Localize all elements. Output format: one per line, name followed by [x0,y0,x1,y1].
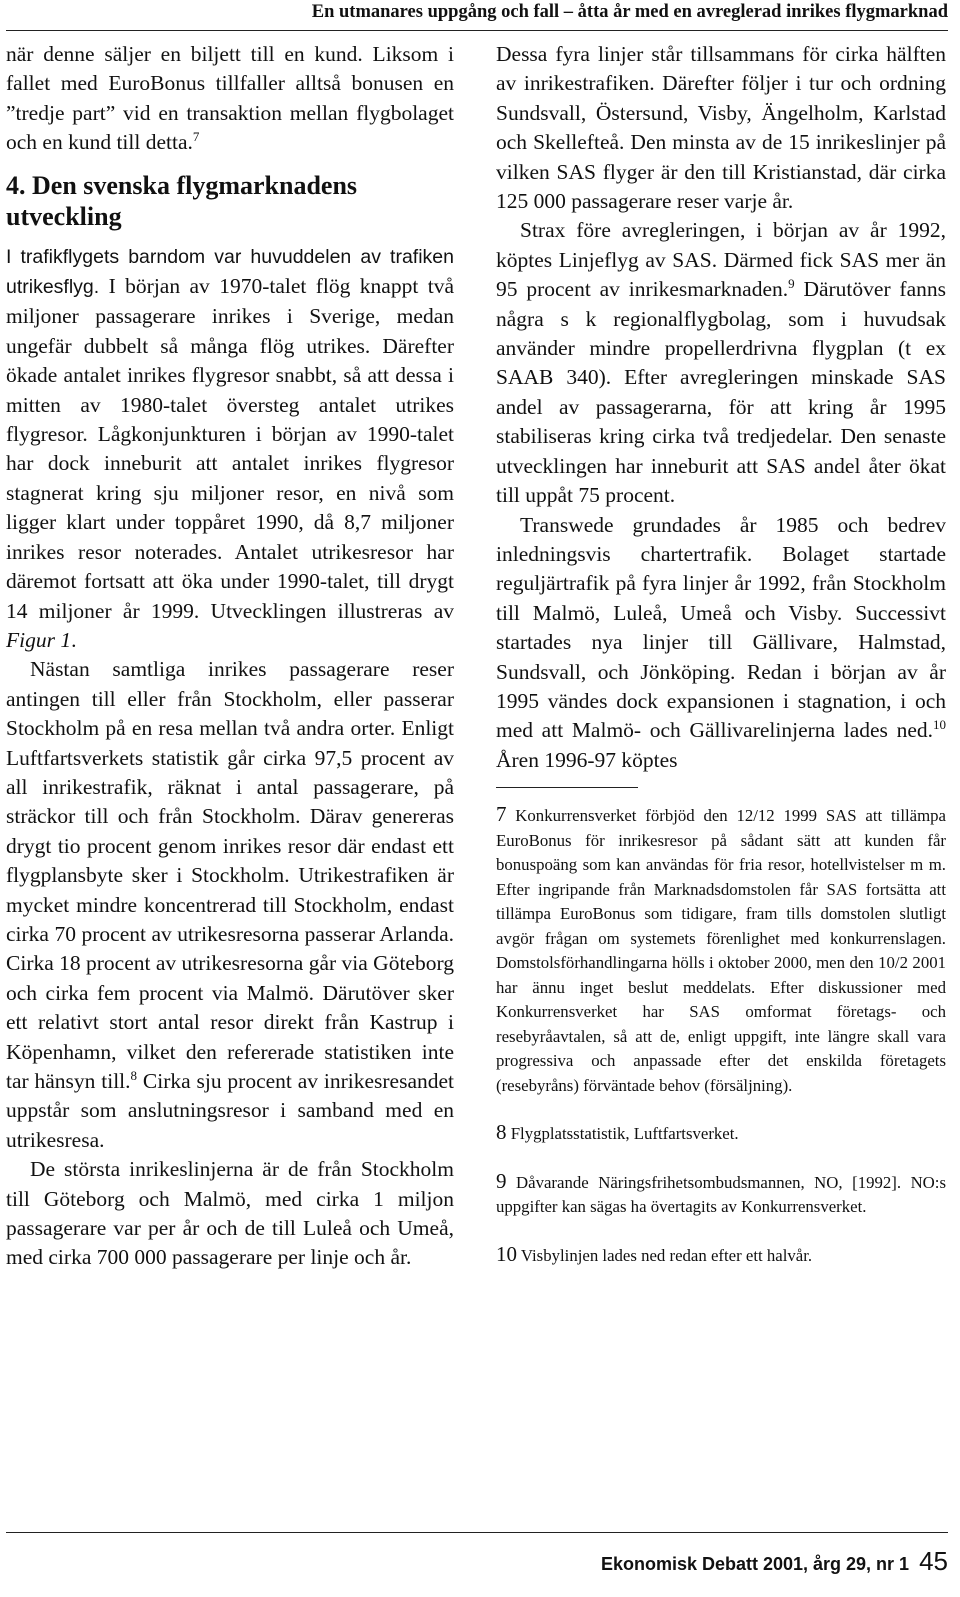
footnote-number: 9 [496,1168,507,1193]
section-heading: 4. Den svenska flygmarknadens utveckling [6,170,358,231]
text-run: när denne säljer en biljett till en kund. Liksom i fallet med EuroBonus tillfaller alltså bonusen en ”tredje part” vid en transaktion mellan flygbolaget och en kund till detta. [6,42,454,155]
journal-citation: Ekonomisk Debatt 2001, årg 29, nr 1 [600,1554,910,1574]
text-run: Cirka sju procent av inrikesresandet uppstår som anslutningsresor i samband med en utrikesresa. [6,1069,455,1152]
footnote [496,1169,946,1220]
text-run: Nästan samtliga inrikes passagerare reser antingen till eller från Stockholm, eller passerar Stockholm på en resa mellan två andra orter. Enligt Luftfartsverkets statistik går cirka 97,5 procent av all inrikestrafik, räknat i antal passagerare, på sträckor till och från Stockholm. Därav genereras drygt tio procent genom inrikes resor där endast ett flygplansbyte sker i Stockholm. Utrikestrafiken är mycket mindre koncentrerad till Stockholm, endast cirka 70 procent av utrikesresorna passerar Arlanda. Cirka 18 procent av utrikesresorna går via Göteborg och cirka fem procent via Malmö. Därutöver sker ett relativt stort antal resor direkt från Kastrup i Köpenhamn, vilket den refererade statistiken inte tar hänsyn till. [6,657,454,1093]
figure-ref: Figur 1 [6,627,72,652]
paragraph: De största inrikeslinjerna är de från Stockholm till Göteborg och Malmö, med cirka 1 miljon passagerare var per år och de till Luleå och Umeå, med cirka 700 000 passagerare per linje och år. [6,1157,454,1270]
text-run: I början av 1970-talet flög knappt två miljoner passagerare inrikes i Sverige, medan ungefär dubbelt så många flög utrikes. Därefter ökade antalet inrikes flygresor snabbt, så att dessa i mitten av 1980-talet översteg antalet utrikes flygresor. Lågkonjunkturen i början av 1990-talet har dock inneburit att antalet inrikes flygresor stagnerat kring sju miljoner resor, en nivå som ligger klart under toppåret 1990, då 8,7 miljoner inrikes resor noterades. Antalet utrikesresor har däremot fortsatt att öka under 1990-talet, till drygt 14 miljoner år 1999. Utvecklingen illustreras av [6,274,454,623]
footnote-ref: 7 [192,129,200,145]
footnote [496,1120,946,1147]
text-run: Åren 1996-97 köptes [496,747,678,772]
footer-rule [6,1532,948,1533]
footnote-number: 8 [496,1120,507,1145]
footnote-ref: 8 [130,1067,138,1083]
footnote-text: Flygplatsstatistik, Luftfartsverket. [510,1124,739,1144]
paragraph [6,655,454,1155]
paragraph [496,511,946,776]
paragraph [6,242,454,656]
page-footer [601,1546,948,1577]
paragraph: Dessa fyra linjer står tillsammans för cirka hälften av inrikestrafiken. Därefter följer i tur och ordning Sundsvall, Östersund, Visby, Ängelholm, Karlstad och Skellefteå. Den minsta av de 15 inrikeslinjer på vilken SAS flyger är den till Kristianstad, där cirka 125 000 passagerare reser varje år. [496,42,946,214]
footnote-ref: 10 [933,717,946,733]
footnote-ref: 9 [788,276,795,292]
left-column [6,40,454,1273]
running-head: En utmanares uppgång och fall – åtta år med en avreglerad inrikes flygmarknad [311,2,948,22]
footnote-number: 7 [496,802,507,827]
header-rule [6,30,948,31]
footnote-number: 10 [496,1241,517,1266]
intro-text: I trafikflygets barndom var huvuddelen av trafiken utrikesflyg. [6,245,454,299]
footnote-text: Dåvarande Näringsfrihetsombudsmannen, NO, [1992]. NO:s uppgifter kan sägas ha övertagits av Konkurrensverket. [496,1172,946,1217]
footnote [496,1242,946,1269]
footnote-text: Konkurrensverket förbjöd den 12/12 1999 SAS att tillämpa EuroBonus för inrikesresor på sådant sätt att kunden får bonuspoäng som kan användas för fria resor, hotellvistelser m m. Efter ingripande från Marknadsdomstolen får SAS fortsätta att tillämpa EuroBonus som tidigare, fram tills domstolen slutligt avgör frågan om systemets förenlighet med konkurrenslagen. Domstolsförhandlingarna hölls i oktober 2000, men den 10/2 2001 har ännu inget beslut meddelats. Efter diskussioner med Konkurrensverket har SAS omformat företags- och resebyråavtalen, så att de, enligt uppgift, inte längre skall vara progressiva och anpassade efter det enskilda företagets (resebyråns) förväntade behov (försäljning). [496,806,946,1095]
paragraph [496,216,946,510]
paragraph [6,40,454,158]
text-run: . [71,627,77,652]
footnote-text: Visbylinjen lades ned redan efter ett halvår. [520,1245,813,1265]
page-number: 45 [919,1546,948,1576]
footnote [496,802,946,1098]
footnote-rule [496,787,638,788]
text-run: Strax före avregleringen, i början av år 1992, köptes Linjeflyg av SAS. Därmed fick SAS mer än 95 procent av inrikesmarknaden. [496,218,946,302]
right-column [496,40,946,1268]
text-run: Transwede grundades år 1985 och bedrev inledningsvis chartertrafik. Bolaget startade reguljärtrafik på fyra linjer år 1992, från Stockholm till Malmö, Luleå, Umeå och Visby. Successivt startades nya linjer till Gällivare, Halmstad, Sundsvall, och Jönköping. Redan i början av år 1995 vändes dock expansionen i stagnation, i och med att Malmö- och Gällivarelinjerna lades ned. [496,512,946,743]
text-run: Därutöver fanns några s k regionalflygbolag, som i huvudsak använder mindre propellerdrivna flygplan (t ex SAAB 340). Efter avregleringen minskade SAS andel av passagerarna, för att kring år 1995 stabiliseras kring cirka två tredjedelar. Den senaste utvecklingen har inneburit att SAS andel åter ökat till uppåt 75 procent. [496,277,946,508]
